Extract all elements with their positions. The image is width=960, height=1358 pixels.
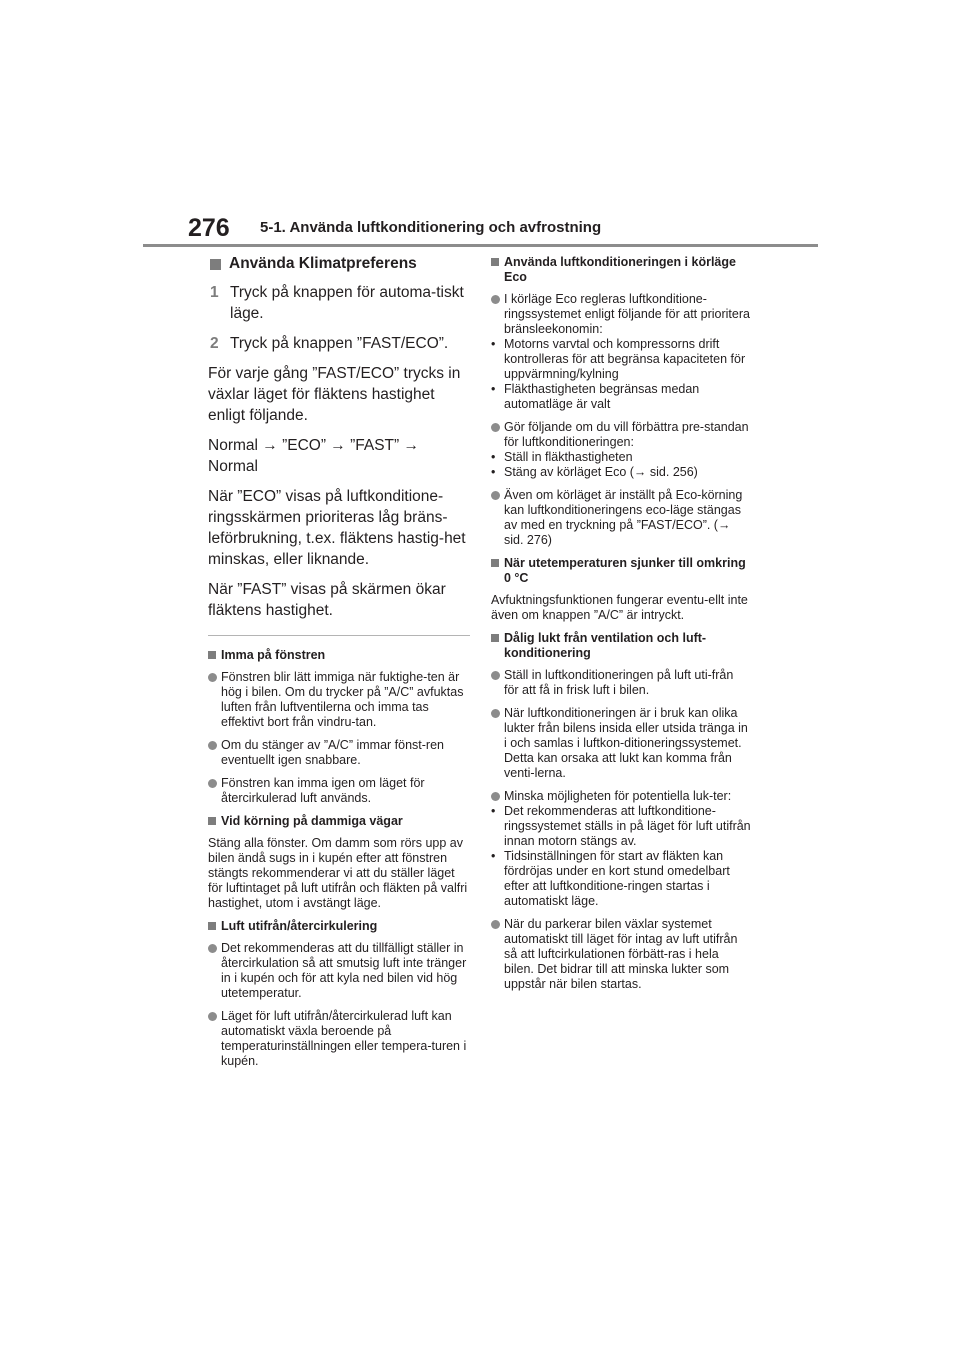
square-bullet-icon [491,634,499,642]
step-text: Tryck på knappen ”FAST/ECO”. [230,335,449,352]
paragraph: Normal → ”ECO” → ”FAST” → Normal [208,437,419,475]
square-bullet-icon [210,259,221,270]
list-item: När du parkerar bilen växlar systemet automatiskt till läget för intag av luft utifrån så att luftcirkulationen förbätt-ras i hela bilen. Det bidrar till att minska lukter som uppstår när bilen startas. [491,917,751,992]
step-number: 2 [210,335,219,352]
sub-list [491,804,751,909]
heading-eco: Använda luftkonditioneringen i körläge Eco [491,255,751,285]
heading-luft-utifran: Luft utifrån/återcirkulering [208,919,470,934]
list-item: Det rekommenderas att du tillfälligt ställer in återcirkulation så att smutsig luft inte tränger in i kupén och för att kyla ned bilen vid hög utetemperatur. [208,941,470,1001]
list-item: När luftkonditioneringen är i bruk kan olika lukter från bilens insida eller utsida tränga in i och samlas i luftkon-ditioneringssystemet. Detta kan orsaka att lukt kan komma från venti-lerna. [491,706,751,781]
page-header [188,214,818,248]
circle-bullet-icon [491,671,500,680]
square-bullet-icon [491,559,499,567]
right-column [491,255,751,1000]
heading-imma: Imma på fönstren [208,648,470,663]
circle-bullet-icon [208,1012,217,1021]
square-bullet-icon [208,817,216,825]
step-number: 1 [210,284,219,301]
square-bullet-icon [208,651,216,659]
list-item: Ställ in luftkonditioneringen på luft uti-från för att få in frisk luft i bilen. [491,668,751,698]
list-item: Fönstren kan imma igen om läget för återcirkulerad luft används. [208,776,470,806]
header-rule [143,244,818,247]
list-item: Minska möjligheten för potentiella luk-ter: [491,789,751,804]
list-item: I körläge Eco regleras luftkonditione-ringssystemet enligt följande för att prioritera bränsleekonomin: [491,292,751,337]
sub-list-item: • Fläkthastigheten begränsas medan automatläge är valt [491,382,700,411]
list-item: Gör följande om du vill förbättra pre-standan för luftkonditioneringen: [491,420,751,450]
heading-dalig-lukt: Dålig lukt från ventilation och luft-konditionering [491,631,751,661]
circle-bullet-icon [208,673,217,682]
sub-list [491,450,751,480]
step-1 [208,282,470,324]
step-text: Tryck på knappen för automa-tiskt läge. [230,284,464,322]
sub-list-item: • Ställ in fläkthastigheten [491,450,633,464]
sub-list [491,337,751,412]
sub-list-item: • Motorns varvtal och kompressorns drift kontrolleras för att begränsa kapaciteten för uppvärmning/kylning [491,337,746,381]
sub-list-item: • Tidsinställningen för start av fläkten kan fördröjas under en kort stund omedelbart efter att luftkonditione-ringen startas i automatiskt läge. [491,849,730,908]
paragraph: Stäng alla fönster. Om damm som rörs upp av bilen ändå sugs in i kupén efter att fönstren stängts rekommenderar vi att du ställer läget för luftintaget på luft utifrån och fläkten på valfri hastighet, utom i avstängt läge. [208,836,468,910]
left-column [208,255,470,1077]
circle-bullet-icon [491,491,500,500]
list-item: Fönstren blir lätt immiga när fuktighe-ten är hög i bilen. Om du trycker på ”A/C” avfuktas luften från luftventilerna och imma tas effektivt bort från vindru-tan. [208,670,470,730]
circle-bullet-icon [208,944,217,953]
sub-list-item: • Det rekommenderas att luftkonditione-ringssystemet ställs in på läget för luft utifrån innan motorn stängs av. [491,804,751,848]
square-bullet-icon [491,258,499,266]
list-item: Läget för luft utifrån/återcirkulerad luft kan automatiskt växla beroende på temperaturinställningen eller tempera-turen i kupén. [208,1009,470,1069]
circle-bullet-icon [491,792,500,801]
circle-bullet-icon [491,709,500,718]
circle-bullet-icon [491,423,500,432]
paragraph: Avfuktningsfunktionen fungerar eventu-ellt inte även om knappen ”A/C” är intryckt. [491,593,748,622]
paragraph: För varje gång ”FAST/ECO” trycks in växlar läget för fläktens hastighet enligt följande. [208,365,461,424]
heading-klimatpreferens: Använda Klimatpreferens [208,255,470,273]
circle-bullet-icon [491,920,500,929]
circle-bullet-icon [208,741,217,750]
paragraph: När ”ECO” visas på luftkonditione-ringsskärmen prioriteras låg bräns-leförbrukning, t.ex. fläktens hastig-het minskas, eller liknande. [208,488,466,568]
step-2 [208,333,470,354]
square-bullet-icon [208,922,216,930]
circle-bullet-icon [208,779,217,788]
sub-list-item: • Stäng av körläget Eco (→ sid. 256) [491,465,698,479]
list-item: Om du stänger av ”A/C” immar fönst-ren eventuellt igen snabbare. [208,738,470,768]
heading-utetemperatur: När utetemperaturen sjunker till omkring 0 °C [491,556,751,586]
circle-bullet-icon [491,295,500,304]
paragraph: När ”FAST” visas på skärmen ökar fläktens hastighet. [208,581,446,619]
list-item: Även om körläget är inställt på Eco-körning kan luftkonditioneringens eco-läge stängas av med en tryckning på ”FAST/ECO”. (→ sid. 276) [491,488,751,548]
page-number: 276 [188,214,230,242]
heading-dammiga-vagar: Vid körning på dammiga vägar [208,814,470,829]
section-title: 5-1. Använda luftkonditionering och avfrostning [260,219,602,236]
divider [208,635,470,636]
